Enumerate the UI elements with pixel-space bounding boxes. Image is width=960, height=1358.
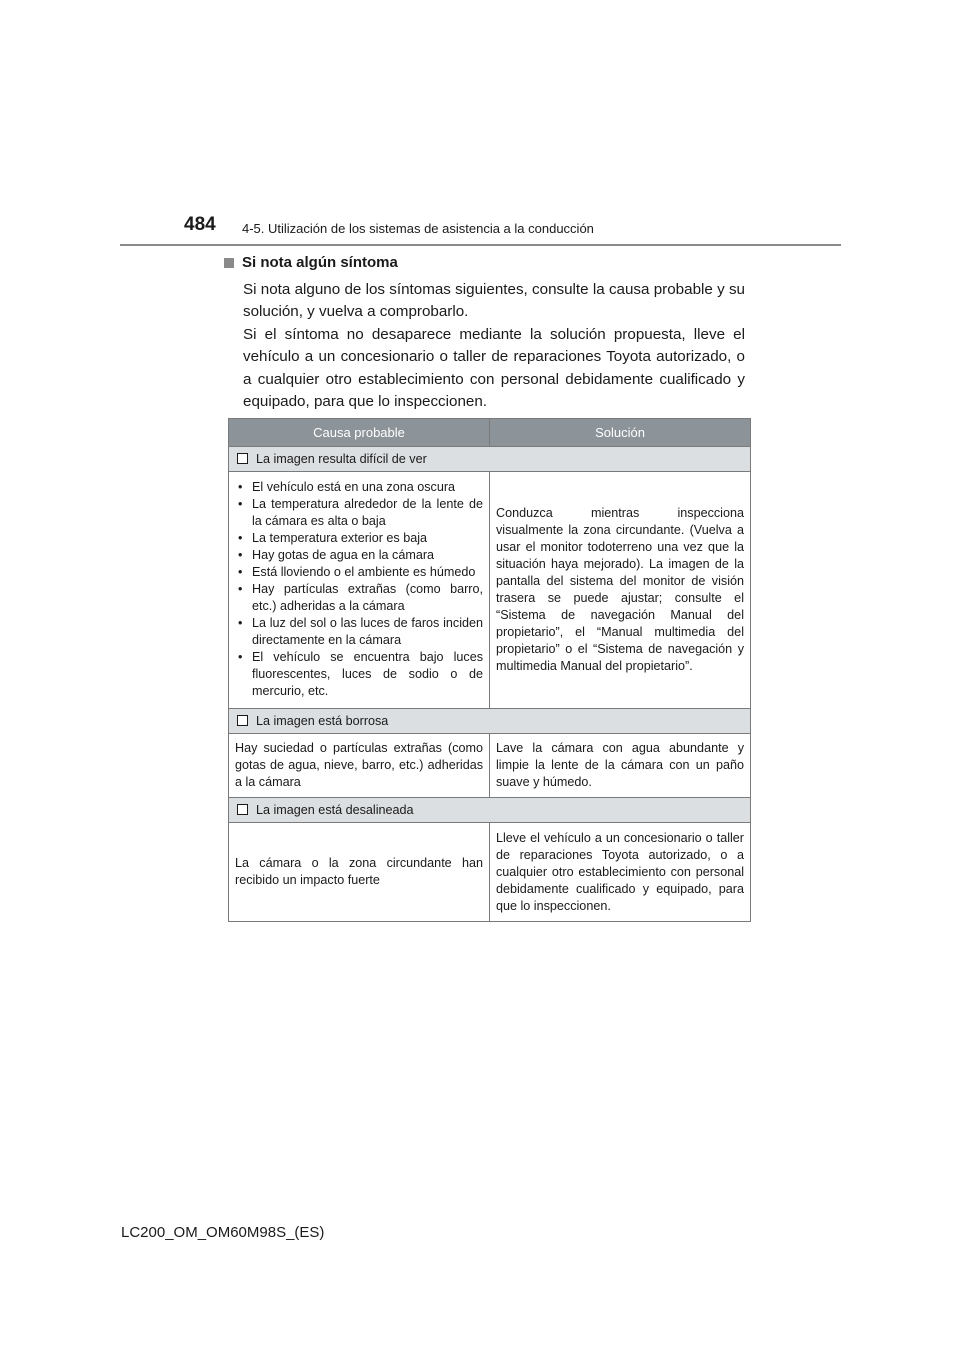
checkbox-icon (237, 715, 248, 726)
intro-text (243, 279, 745, 413)
cause-item: • La temperatura alrededor de la lente de la cámara es alta o baja (235, 496, 483, 530)
page-number: 484 (184, 214, 216, 235)
solution-cell: Conduzca mientras inspecciona visualmente la zona circundante. (Vuelva a usar el monitor todoterreno una vez que la situación haya mejorado). La imagen de la pantalla del sistema del monitor de visión trasera se puede ajustar; consulte el “Sistema de navegación Manual del propietario”, el “Manual multimedia del propietario” o el “Sistema de navegación y multimedia Manual del propietario”. (490, 472, 751, 709)
header-cause: Causa probable (229, 419, 490, 447)
table-header-row (229, 419, 751, 447)
checkbox-icon (237, 453, 248, 464)
troubleshooting-table (228, 418, 751, 922)
symptom-label: La imagen resulta difícil de ver (256, 451, 427, 466)
square-bullet-icon (224, 258, 234, 268)
cause-item: • La temperatura exterior es baja (235, 530, 483, 547)
document-code: LC200_OM_OM60M98S_(ES) (121, 1224, 325, 1241)
table-row (229, 734, 751, 798)
symptom-label: La imagen está desalineada (256, 802, 414, 817)
checkbox-icon (237, 804, 248, 815)
cause-list (235, 479, 483, 700)
cause-item: • La luz del sol o las luces de faros inciden directamente en la cámara (235, 615, 483, 649)
cause-cell: Hay suciedad o partículas extrañas (como gotas de agua, nieve, barro, etc.) adheridas a la cámara (229, 734, 490, 798)
table-row (229, 823, 751, 922)
cause-item: • Hay gotas de agua en la cámara (235, 547, 483, 564)
intro-paragraph: Si el síntoma no desaparece mediante la solución propuesta, lleve el vehículo a un concesionario o taller de reparaciones Toyota autorizado, o a cualquier otro establecimiento con personal debidamente cualificado y equipado, para que lo inspeccionen. (243, 325, 745, 411)
section-heading (224, 254, 398, 271)
table-row (229, 472, 751, 709)
cause-item: • Hay partículas extrañas (como barro, etc.) adheridas a la cámara (235, 581, 483, 615)
intro-paragraph: Si nota alguno de los síntomas siguientes, consulte la causa probable y su solución, y vuelva a comprobarlo. (243, 281, 745, 321)
cause-cell (229, 472, 490, 709)
cause-item: • El vehículo se encuentra bajo luces fluorescentes, luces de sodio o de mercurio, etc. (235, 649, 483, 700)
section-heading-text: Si nota algún síntoma (242, 254, 398, 271)
symptom-row (229, 447, 751, 472)
symptom-label: La imagen está borrosa (256, 713, 389, 728)
symptom-row (229, 709, 751, 734)
cause-item: • Está lloviendo o el ambiente es húmedo (235, 564, 483, 581)
cause-item: • El vehículo está en una zona oscura (235, 479, 483, 496)
symptom-row (229, 798, 751, 823)
header-rule (120, 244, 841, 246)
solution-cell: Lleve el vehículo a un concesionario o taller de reparaciones Toyota autorizado, o a cualquier otro establecimiento con personal debidamente cualificado y equipado, para que lo inspeccionen. (490, 823, 751, 922)
solution-cell: Lave la cámara con agua abundante y limpie la lente de la cámara con un paño suave y húmedo. (490, 734, 751, 798)
header-solution: Solución (490, 419, 751, 447)
cause-cell: La cámara o la zona circundante han recibido un impacto fuerte (229, 823, 490, 922)
section-header: 4-5. Utilización de los sistemas de asistencia a la conducción (242, 221, 594, 236)
